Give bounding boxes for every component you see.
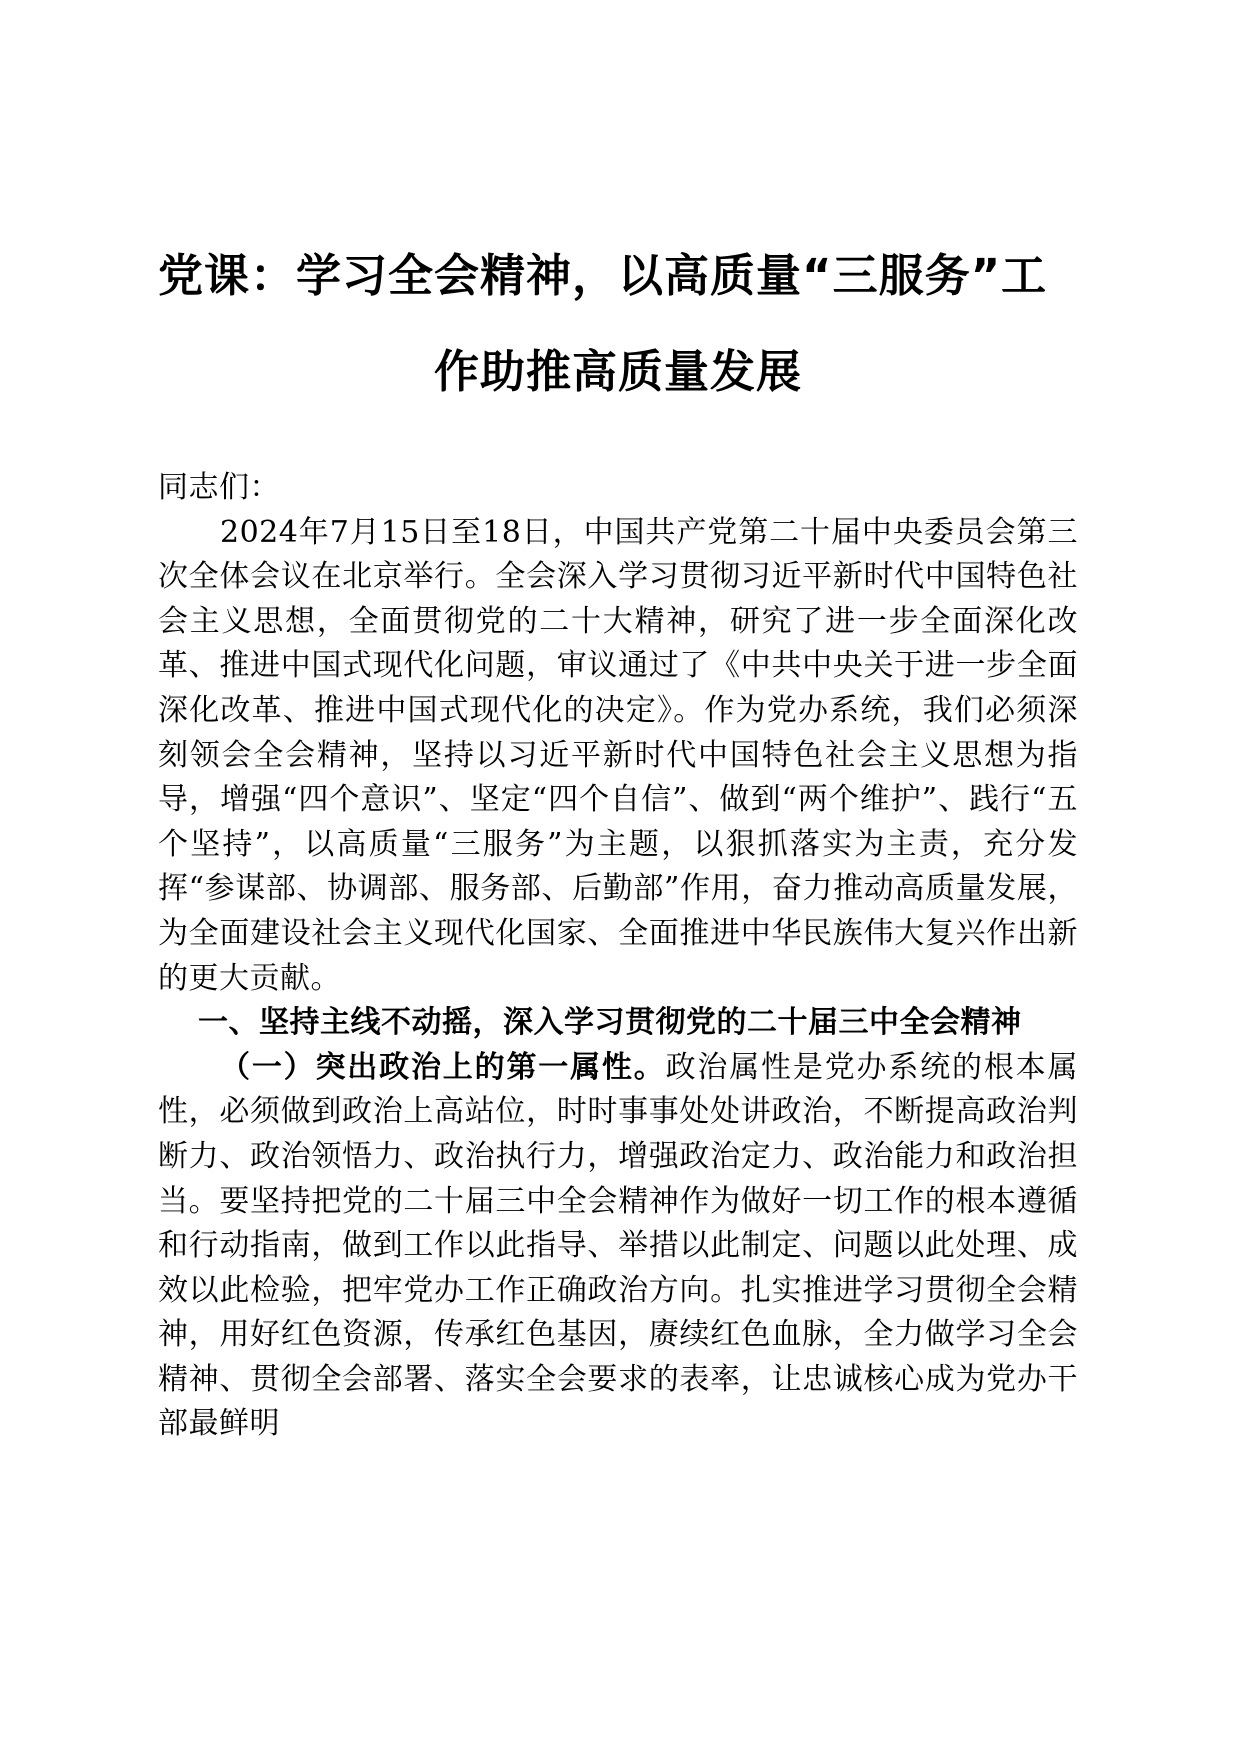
- intro-paragraph: 2024年7月15日至18日，中国共产党第二十届中央委员会第三次全体会议在北京举行。全会深入学习贯彻习近平新时代中国特色社会主义思想，全面贯彻党的二十大精神，研究了进一步全面深化改革、推进中国式现代化问题，审议通过了《中共中央关于进一步全面深化改革、推进中国式现代化的决定》。作为党办系统，我们必须深刻领会全会精神，坚持以习近平新时代中国特色社会主义思想为指导，增强“四个意识”、坚定“四个自信”、做到“两个维护”、践行“五个坚持”，以高质量“三服务”为主题，以狠抓落实为主责，充分发挥“参谋部、协调部、服务部、后勤部”作用，奋力推动高质量发展，为全面建设社会主义现代化国家、全面推进中华民族伟大复兴作出新的更大贡献。: [158, 514, 1078, 996]
- document-title: [158, 228, 1078, 420]
- title-line-2: 作助推高质量发展: [433, 345, 802, 398]
- salutation: 同志们：: [158, 470, 280, 505]
- subsection-paragraph-1: [158, 1046, 1078, 1447]
- subsection-heading-1: （一）突出政治上的第一属性。: [220, 1049, 666, 1085]
- subsection-text-1: 政治属性是党办系统的根本属性，必须做到政治上高站位，时时事事处处讲政治，不断提高政治判断力、政治领悟力、政治执行力，增强政治定力、政治能力和政治担当。要坚持把党的二十届三中全会精神作为做好一切工作的根本遵循和行动指南，做到工作以此指导、举措以此制定、问题以此处理、成效以此检验，把牢党办工作正确政治方向。扎实推进学习贯彻全会精神，用好红色资源，传承红色基因，赓续红色血脉，全力做学习全会精神、贯彻全会部署、落实全会要求的表率，让忠诚核心成为党办干部最鲜明: [158, 1049, 1079, 1442]
- document-body: [158, 466, 1078, 1447]
- document-page: [158, 0, 1078, 1754]
- section-heading-1: 一、坚持主线不动摇，深入学习贯彻党的二十届三中全会精神: [198, 1005, 1022, 1041]
- title-line-1: 党课：学习全会精神，以高质量“三服务”工: [158, 249, 1048, 302]
